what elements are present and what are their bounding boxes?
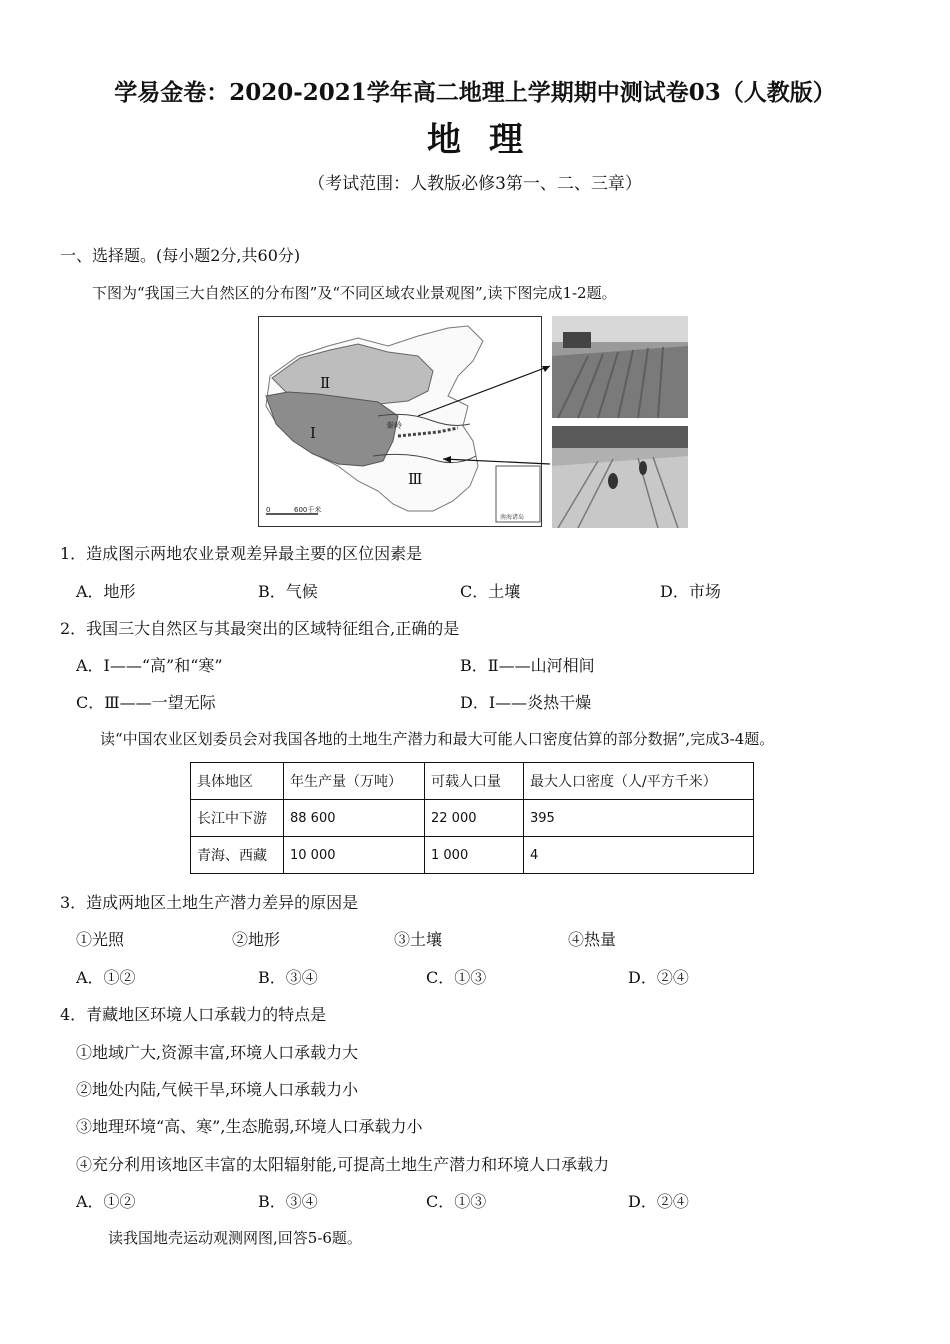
- table-cell: 长江中下游: [191, 800, 284, 837]
- subject-title: 地理: [427, 120, 551, 160]
- q1-option-a[interactable]: A．地形: [76, 582, 136, 601]
- exam-title: 学易金卷：2020-2021学年高二地理上学期期中测试卷03（人教版）: [114, 79, 836, 106]
- q1-option-c[interactable]: C．土壤: [460, 582, 521, 601]
- q4-option-d[interactable]: D．②④: [628, 1192, 689, 1211]
- table-row: [191, 837, 754, 874]
- inset-label: 南海诸岛: [500, 514, 525, 521]
- question-4-stem: 4．青藏地区环境人口承载力的特点是: [60, 1005, 327, 1024]
- q3-option-c[interactable]: C．①③: [426, 968, 487, 987]
- table-cell: 青海、西藏: [191, 837, 284, 874]
- data-table: [190, 762, 754, 874]
- q4-option-c[interactable]: C．①③: [426, 1192, 487, 1211]
- q4-statement-1: ①地域广大,资源丰富,环境人口承载力大: [76, 1043, 359, 1062]
- table-cell: 10 000: [284, 837, 425, 874]
- q3-option-b[interactable]: B．③④: [258, 968, 318, 987]
- question-2-stem: 2．我国三大自然区与其最突出的区域特征组合,正确的是: [60, 619, 460, 638]
- table-cell: 1 000: [425, 837, 524, 874]
- q3-item-4: ④热量: [568, 930, 617, 949]
- q3-option-d[interactable]: D．②④: [628, 968, 689, 987]
- table-cell: 395: [524, 800, 754, 837]
- scale-zero: 0: [266, 506, 271, 514]
- intro-q3-4: 读“中国农业区划委员会对我国各地的土地生产潜力和最大可能人口密度估算的部分数据”,完成3-4题。: [100, 730, 775, 748]
- q4-statement-2: ②地处内陆,气候干旱,环境人口承载力小: [76, 1080, 359, 1099]
- q3-option-a[interactable]: A．①②: [76, 968, 136, 987]
- region-label-i: Ⅰ: [310, 424, 316, 442]
- qinling-label: 秦岭: [386, 421, 402, 430]
- q3-item-1: ①光照: [76, 930, 125, 949]
- q2-option-b[interactable]: B．Ⅱ——山河相间: [460, 656, 595, 675]
- table-row: [191, 800, 754, 837]
- q4-option-b[interactable]: B．③④: [258, 1192, 318, 1211]
- intro-q5-6: 读我国地壳运动观测网图,回答5-6题。: [108, 1229, 362, 1247]
- q4-statement-4: ④充分利用该地区丰富的太阳辐射能,可提高土地生产潜力和环境人口承载力: [76, 1155, 610, 1174]
- question-1-stem: 1．造成图示两地农业景观差异最主要的区位因素是: [60, 544, 423, 563]
- q2-option-d[interactable]: D．Ⅰ——炎热干燥: [460, 693, 592, 712]
- q3-item-2: ②地形: [232, 930, 281, 949]
- table-header-row: [191, 763, 754, 800]
- table-cell: 4: [524, 837, 754, 874]
- q3-item-3: ③土壤: [394, 930, 443, 949]
- table-header-cell: 具体地区: [191, 763, 284, 800]
- figure-map-landscape: [258, 316, 690, 528]
- q2-option-a[interactable]: A．Ⅰ——“高”和“寒”: [76, 656, 223, 675]
- intro-q1-2: 下图为“我国三大自然区的分布图”及“不同区域农业景观图”,读下图完成1-2题。: [92, 284, 617, 302]
- question-3-stem: 3．造成两地区土地生产潜力差异的原因是: [60, 893, 359, 912]
- table-header-cell: 最大人口密度（人/平方千米）: [524, 763, 754, 800]
- q1-option-b[interactable]: B．气候: [258, 582, 318, 601]
- q4-statement-3: ③地理环境“高、寒”,生态脆弱,环境人口承载力小: [76, 1117, 423, 1136]
- figure-svg: [258, 316, 690, 528]
- region-label-ii: Ⅱ: [320, 374, 331, 392]
- table-cell: 88 600: [284, 800, 425, 837]
- scale-label: 600千米: [294, 506, 322, 514]
- table-header-cell: 可载人口量: [425, 763, 524, 800]
- q1-option-d[interactable]: D．市场: [660, 582, 721, 601]
- section-heading: 一、选择题。(每小题2分,共60分): [60, 246, 301, 265]
- region-label-iii: Ⅲ: [408, 470, 423, 488]
- table-cell: 22 000: [425, 800, 524, 837]
- q2-option-c[interactable]: C．Ⅲ——一望无际: [76, 693, 216, 712]
- q4-option-a[interactable]: A．①②: [76, 1192, 136, 1211]
- exam-scope: （考试范围：人教版必修3第一、二、三章）: [308, 174, 642, 194]
- table-header-cell: 年生产量（万吨）: [284, 763, 425, 800]
